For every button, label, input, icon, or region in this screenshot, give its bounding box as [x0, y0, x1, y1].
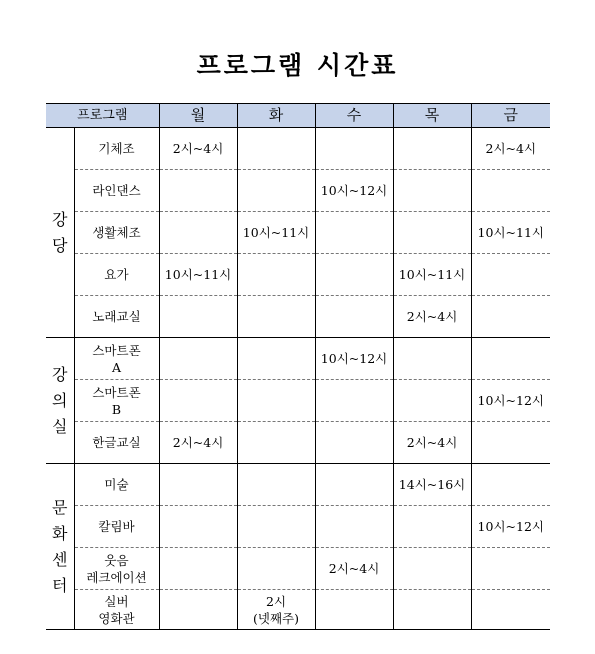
header-program: 프로그램 — [46, 104, 159, 128]
table-row — [46, 338, 550, 380]
time-cell: 10시~11시 — [393, 254, 471, 296]
program-name: 스마트폰 B — [74, 380, 159, 422]
program-name: 스마트폰 A — [74, 338, 159, 380]
time-cell: 2시~4시 — [159, 422, 237, 464]
time-cell: 14시~16시 — [393, 464, 471, 506]
time-cell — [393, 590, 471, 630]
group-auditorium: 강 당 — [46, 128, 74, 338]
program-name: 한글교실 — [74, 422, 159, 464]
time-cell: 10시~12시 — [315, 338, 393, 380]
program-name: 라인댄스 — [74, 170, 159, 212]
time-cell — [237, 128, 315, 170]
time-cell — [393, 170, 471, 212]
time-cell: 10시~12시 — [471, 380, 550, 422]
table-row — [46, 296, 550, 338]
time-cell: 10시~12시 — [315, 170, 393, 212]
time-cell — [393, 548, 471, 590]
time-cell — [393, 338, 471, 380]
time-cell — [393, 212, 471, 254]
time-cell — [393, 506, 471, 548]
time-cell — [159, 212, 237, 254]
time-cell: 2시~4시 — [393, 422, 471, 464]
time-cell — [237, 380, 315, 422]
schedule-table — [46, 103, 550, 630]
time-cell — [237, 506, 315, 548]
time-cell: 2시~4시 — [159, 128, 237, 170]
time-cell — [237, 548, 315, 590]
time-cell: 10시~12시 — [471, 506, 550, 548]
page-title: 프로그램 시간표 — [196, 51, 399, 80]
time-cell — [237, 422, 315, 464]
header-day-wed: 수 — [315, 104, 393, 128]
time-cell — [159, 338, 237, 380]
time-cell — [393, 128, 471, 170]
time-cell: 2시 (넷째주) — [237, 590, 315, 630]
table-row — [46, 506, 550, 548]
program-name: 노래교실 — [74, 296, 159, 338]
time-cell — [237, 254, 315, 296]
header-day-tue: 화 — [237, 104, 315, 128]
time-cell — [159, 506, 237, 548]
time-cell — [159, 170, 237, 212]
program-name: 생활체조 — [74, 212, 159, 254]
group-lecture-room: 강 의 실 — [46, 338, 74, 464]
table-row — [46, 464, 550, 506]
time-cell — [237, 170, 315, 212]
table-row — [46, 254, 550, 296]
time-cell — [237, 338, 315, 380]
time-cell — [159, 380, 237, 422]
time-cell — [315, 464, 393, 506]
header-day-mon: 월 — [159, 104, 237, 128]
time-cell — [315, 128, 393, 170]
time-cell — [315, 506, 393, 548]
time-cell — [471, 464, 550, 506]
time-cell: 2시~4시 — [393, 296, 471, 338]
time-cell — [315, 212, 393, 254]
table-row — [46, 548, 550, 590]
time-cell — [471, 590, 550, 630]
time-cell — [471, 170, 550, 212]
program-name: 웃음 레크에이션 — [74, 548, 159, 590]
time-cell: 10시~11시 — [159, 254, 237, 296]
time-cell — [315, 380, 393, 422]
time-cell — [159, 296, 237, 338]
time-cell: 10시~11시 — [471, 212, 550, 254]
time-cell: 2시~4시 — [471, 128, 550, 170]
table-row — [46, 380, 550, 422]
table-row — [46, 212, 550, 254]
time-cell — [471, 296, 550, 338]
time-cell — [471, 548, 550, 590]
group-culture-center: 문 화 센 터 — [46, 464, 74, 630]
time-cell — [159, 590, 237, 630]
time-cell — [159, 464, 237, 506]
time-cell — [315, 590, 393, 630]
time-cell — [315, 254, 393, 296]
header-day-fri: 금 — [471, 104, 550, 128]
time-cell — [471, 338, 550, 380]
time-cell — [393, 380, 471, 422]
time-cell: 10시~11시 — [237, 212, 315, 254]
time-cell — [315, 296, 393, 338]
program-name: 칼림바 — [74, 506, 159, 548]
time-cell — [237, 464, 315, 506]
program-name: 기체조 — [74, 128, 159, 170]
time-cell — [315, 422, 393, 464]
table-row — [46, 422, 550, 464]
time-cell — [471, 422, 550, 464]
time-cell — [471, 254, 550, 296]
header-row — [46, 104, 550, 128]
table-row — [46, 590, 550, 630]
time-cell — [237, 296, 315, 338]
table-row — [46, 170, 550, 212]
time-cell: 2시~4시 — [315, 548, 393, 590]
program-name: 실버 영화관 — [74, 590, 159, 630]
time-cell — [159, 548, 237, 590]
table-row — [46, 128, 550, 170]
program-name: 요가 — [74, 254, 159, 296]
program-name: 미술 — [74, 464, 159, 506]
header-day-thu: 목 — [393, 104, 471, 128]
